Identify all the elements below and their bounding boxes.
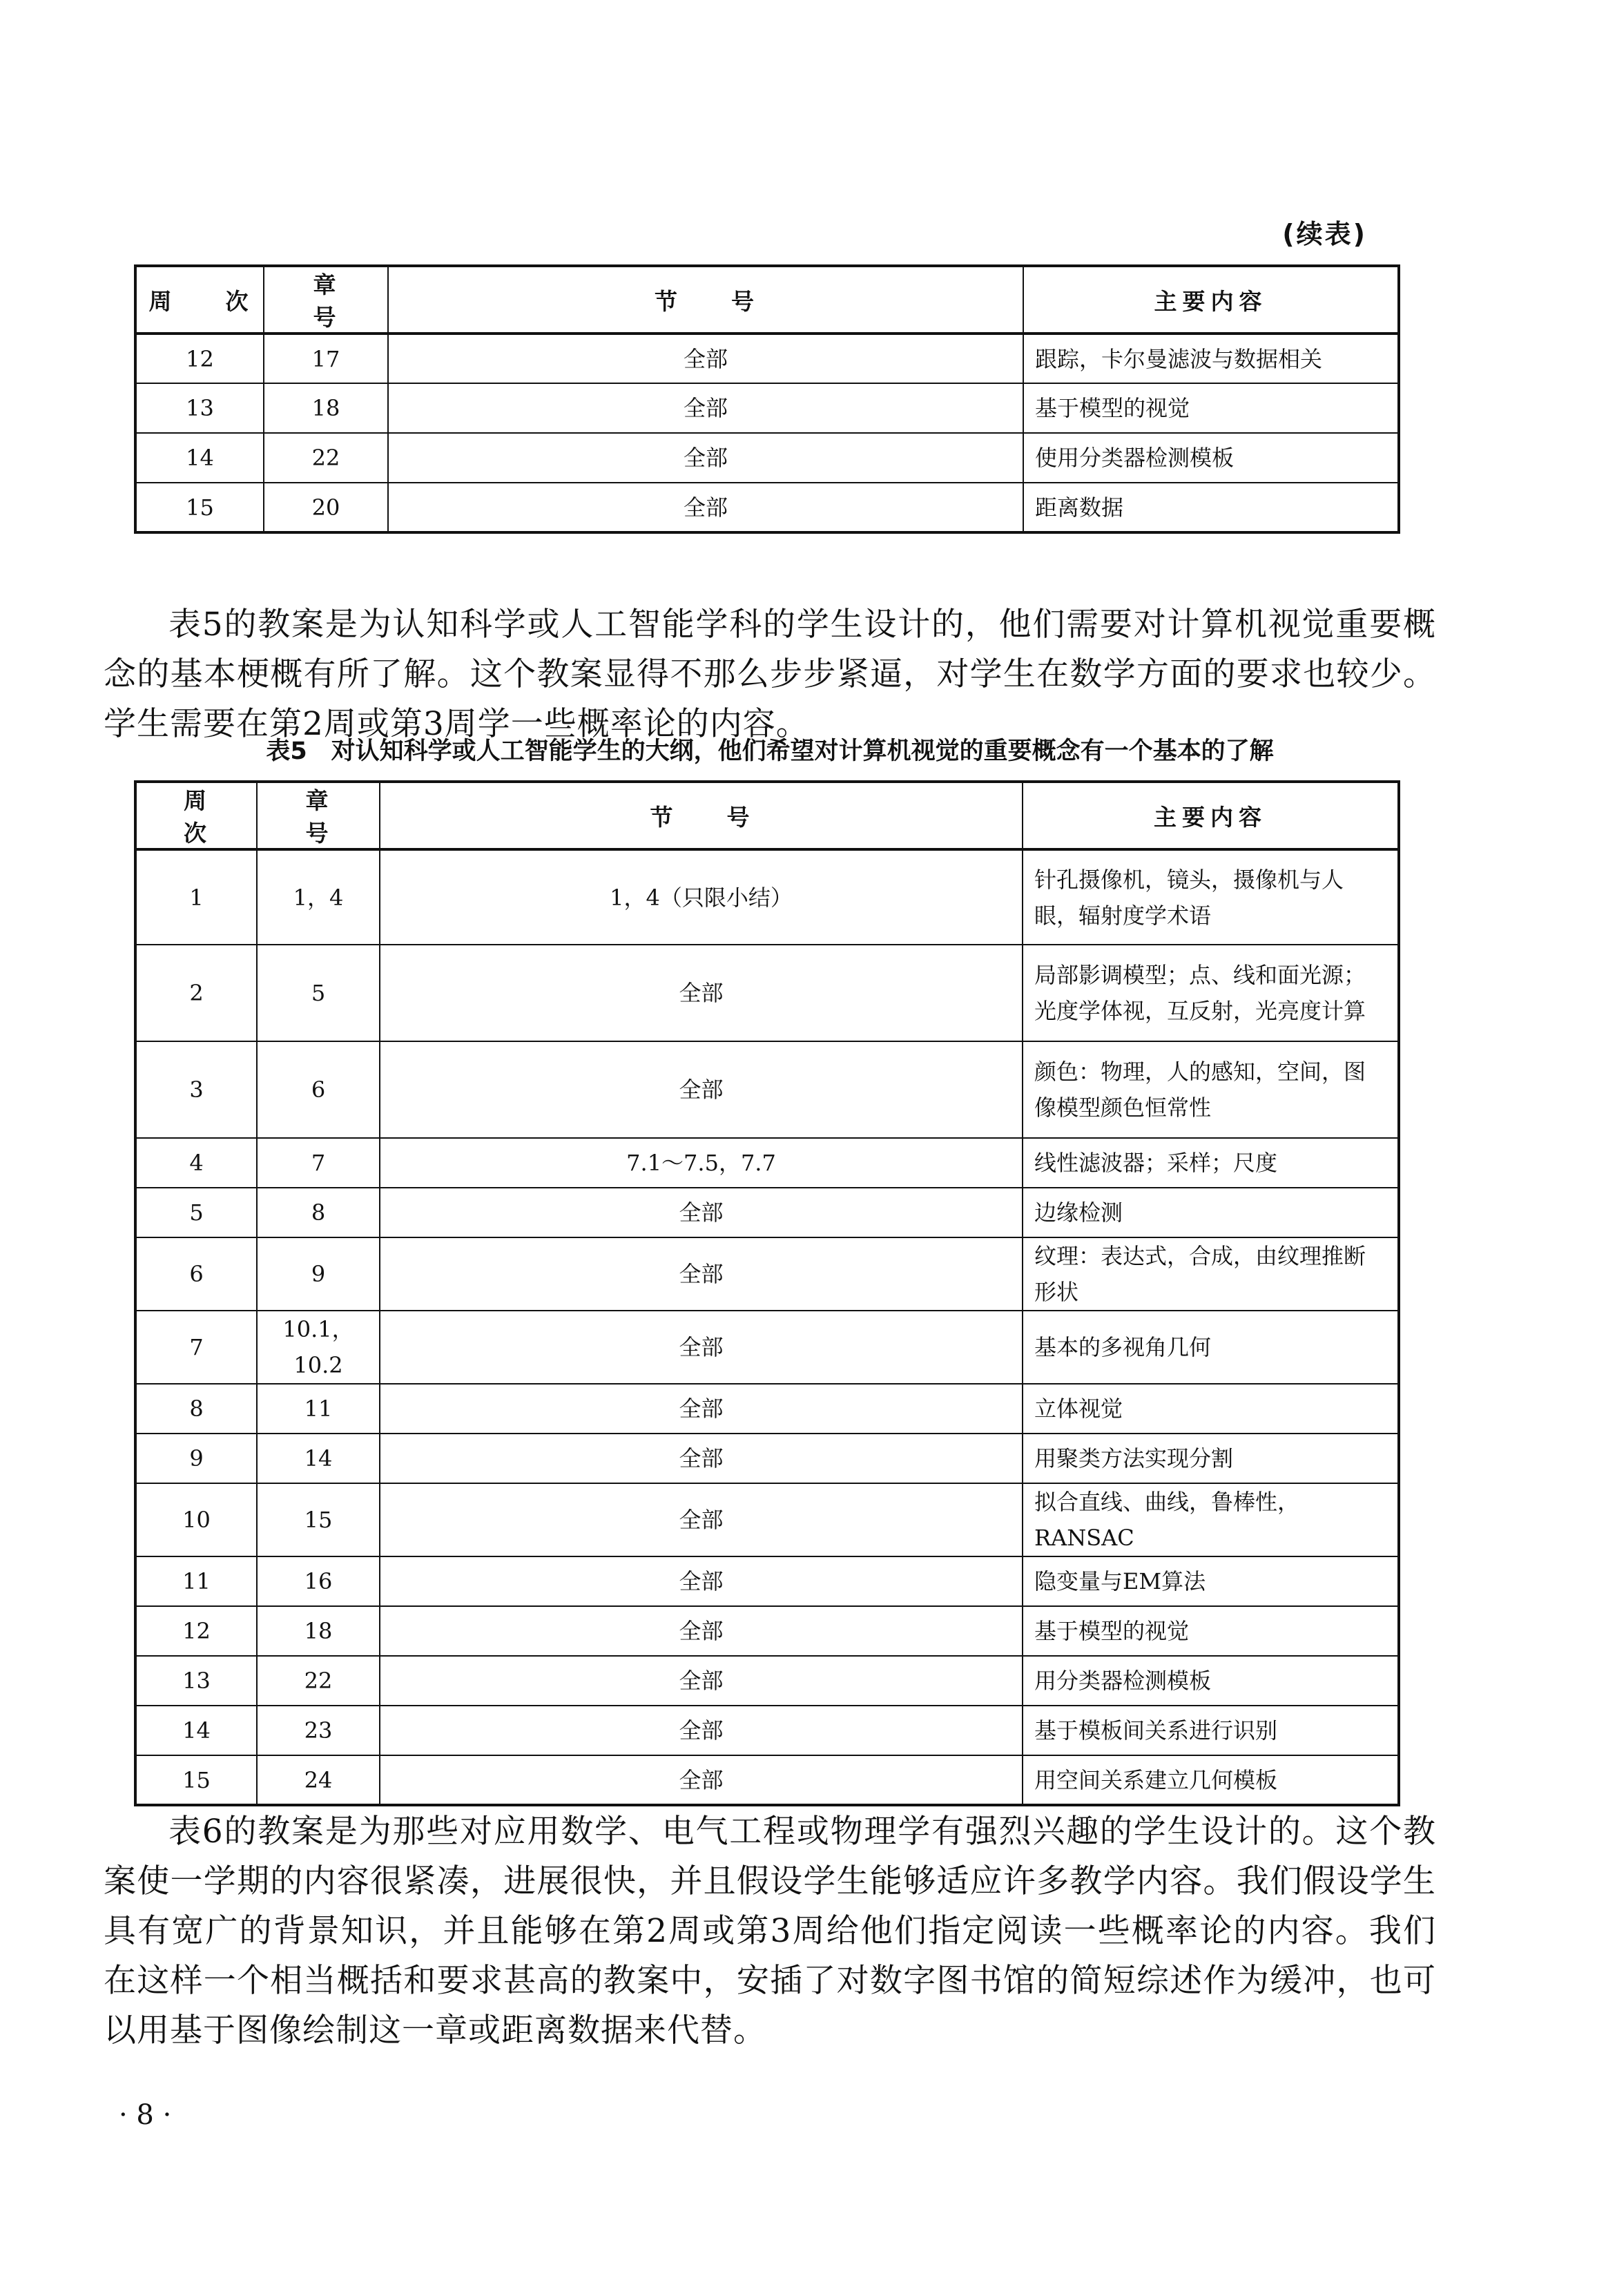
continued-syllabus-table xyxy=(134,264,1400,534)
week-cell: 5 xyxy=(135,1188,257,1237)
table-row xyxy=(135,1138,1399,1188)
week-cell: 11 xyxy=(135,1556,257,1606)
content-cell: 距离数据 xyxy=(1023,483,1399,532)
paragraph-table5-intro: 表5的教案是为认知科学或人工智能学科的学生设计的，他们需要对计算机视觉重要概念的基本梗概有所了解。这个教案显得不那么步步紧逼，对学生在数学方面的要求也较少。学生需要在第2周或第3周学一些概率论的内容。 xyxy=(104,606,1436,743)
section-cell: 全部 xyxy=(380,1311,1023,1384)
table-row xyxy=(135,383,1399,433)
section-cell: 全部 xyxy=(388,334,1023,383)
chapter-cell: 18 xyxy=(264,383,388,433)
header-section: 节 号 xyxy=(388,266,1023,334)
week-cell: 13 xyxy=(135,1656,257,1706)
content-cell: 立体视觉 xyxy=(1023,1384,1399,1434)
section-cell: 全部 xyxy=(388,483,1023,532)
week-cell: 7 xyxy=(135,1311,257,1384)
week-cell: 13 xyxy=(135,383,264,433)
section-cell: 全部 xyxy=(388,433,1023,483)
week-cell: 12 xyxy=(135,334,264,383)
section-cell: 全部 xyxy=(380,1188,1023,1237)
week-cell: 2 xyxy=(135,945,257,1041)
week-cell: 15 xyxy=(135,483,264,532)
continued-table-body xyxy=(135,334,1399,532)
header-section: 节 号 xyxy=(380,782,1023,849)
content-cell: 颜色：物理，人的感知，空间，图像模型颜色恒常性 xyxy=(1023,1041,1399,1138)
chapter-cell: 6 xyxy=(257,1041,380,1138)
chapter-cell: 5 xyxy=(257,945,380,1041)
content-cell: 隐变量与EM算法 xyxy=(1023,1556,1399,1606)
header-week: 周 次 xyxy=(135,782,257,849)
table-row xyxy=(135,433,1399,483)
content-cell: 针孔摄像机，镜头，摄像机与人眼，辐射度学术语 xyxy=(1023,849,1399,945)
content-cell: 基于模型的视觉 xyxy=(1023,1606,1399,1656)
week-cell: 9 xyxy=(135,1434,257,1483)
chapter-cell: 24 xyxy=(257,1755,380,1805)
chapter-cell: 8 xyxy=(257,1188,380,1237)
header-content: 主要内容 xyxy=(1023,782,1399,849)
header-chapter: 章 号 xyxy=(257,782,380,849)
section-cell: 全部 xyxy=(380,945,1023,1041)
table-row xyxy=(135,1384,1399,1434)
content-cell: 用分类器检测模板 xyxy=(1023,1656,1399,1706)
table-row xyxy=(135,849,1399,945)
chapter-cell: 23 xyxy=(257,1706,380,1755)
table-row xyxy=(135,1606,1399,1656)
content-cell: 使用分类器检测模板 xyxy=(1023,433,1399,483)
table-row xyxy=(135,1434,1399,1483)
content-cell: 用聚类方法实现分割 xyxy=(1023,1434,1399,1483)
table-row xyxy=(135,1188,1399,1237)
content-cell: 纹理：表达式，合成，由纹理推断形状 xyxy=(1023,1237,1399,1311)
week-cell: 8 xyxy=(135,1384,257,1434)
chapter-cell: 7 xyxy=(257,1138,380,1188)
content-cell: 基本的多视角几何 xyxy=(1023,1311,1399,1384)
table-row xyxy=(135,1755,1399,1805)
chapter-cell: 14 xyxy=(257,1434,380,1483)
table5-body xyxy=(135,849,1399,1805)
week-cell: 10 xyxy=(135,1483,257,1556)
paragraph-table6-intro: 表6的教案是为那些对应用数学、电气工程或物理学有强烈兴趣的学生设计的。这个教案使一学期的内容很紧凑，进展很快，并且假设学生能够适应许多教学内容。我们假设学生具有宽广的背景知识，并且能够在第2周或第3周给他们指定阅读一些概率论的内容。我们在这样一个相当概括和要求甚高的教案中，安插了对数字图书馆的简短综述作为缓冲，也可以用基于图像绘制这一章或距离数据来代替。 xyxy=(104,1813,1436,2049)
table-row xyxy=(135,945,1399,1041)
section-cell: 全部 xyxy=(380,1237,1023,1311)
section-cell: 1，4（只限小结） xyxy=(380,849,1023,945)
chapter-cell: 18 xyxy=(257,1606,380,1656)
chapter-cell: 17 xyxy=(264,334,388,383)
section-cell: 全部 xyxy=(380,1755,1023,1805)
chapter-cell: 11 xyxy=(257,1384,380,1434)
week-cell: 3 xyxy=(135,1041,257,1138)
content-cell: 基于模型的视觉 xyxy=(1023,383,1399,433)
header-chapter: 章 号 xyxy=(264,266,388,334)
week-cell: 15 xyxy=(135,1755,257,1805)
table-row xyxy=(135,1041,1399,1138)
table-row xyxy=(135,1706,1399,1755)
section-cell: 全部 xyxy=(380,1434,1023,1483)
content-cell: 边缘检测 xyxy=(1023,1188,1399,1237)
table-row xyxy=(135,1483,1399,1556)
table-row xyxy=(135,483,1399,532)
chapter-cell: 16 xyxy=(257,1556,380,1606)
chapter-cell: 20 xyxy=(264,483,388,532)
week-cell: 1 xyxy=(135,849,257,945)
chapter-cell: 9 xyxy=(257,1237,380,1311)
page-number: · 8 · xyxy=(119,2099,172,2131)
week-cell: 14 xyxy=(135,433,264,483)
header-content: 主要内容 xyxy=(1023,266,1399,334)
content-cell: 跟踪，卡尔曼滤波与数据相关 xyxy=(1023,334,1399,383)
section-cell: 全部 xyxy=(380,1041,1023,1138)
content-cell: 拟合直线、曲线，鲁棒性，RANSAC xyxy=(1023,1483,1399,1556)
week-cell: 12 xyxy=(135,1606,257,1656)
table-row xyxy=(135,1556,1399,1606)
week-cell: 6 xyxy=(135,1237,257,1311)
content-cell: 基于模板间关系进行识别 xyxy=(1023,1706,1399,1755)
chapter-cell: 22 xyxy=(257,1656,380,1706)
table-row xyxy=(135,1656,1399,1706)
content-cell: 局部影调模型；点、线和面光源；光度学体视，互反射，光亮度计算 xyxy=(1023,945,1399,1041)
table-row xyxy=(135,1311,1399,1384)
week-cell: 4 xyxy=(135,1138,257,1188)
table5-syllabus xyxy=(134,780,1400,1806)
content-cell: 用空间关系建立几何模板 xyxy=(1023,1755,1399,1805)
chapter-cell: 10.1，10.2 xyxy=(257,1311,380,1384)
chapter-cell: 1，4 xyxy=(257,849,380,945)
chapter-cell: 22 xyxy=(264,433,388,483)
chapter-cell: 15 xyxy=(257,1483,380,1556)
section-cell: 全部 xyxy=(380,1384,1023,1434)
section-cell: 7.1～7.5，7.7 xyxy=(380,1138,1023,1188)
table-row xyxy=(135,334,1399,383)
table5-caption: 表5 对认知科学或人工智能学生的大纲，他们希望对计算机视觉的重要概念有一个基本的了解 xyxy=(266,737,1274,765)
week-cell: 14 xyxy=(135,1706,257,1755)
section-cell: 全部 xyxy=(380,1556,1023,1606)
section-cell: 全部 xyxy=(380,1706,1023,1755)
table-row xyxy=(135,1237,1399,1311)
content-cell: 线性滤波器；采样；尺度 xyxy=(1023,1138,1399,1188)
section-cell: 全部 xyxy=(380,1483,1023,1556)
continued-table-label: (续表) xyxy=(1282,219,1367,249)
section-cell: 全部 xyxy=(380,1656,1023,1706)
header-week: 周 次 xyxy=(135,266,264,334)
section-cell: 全部 xyxy=(380,1606,1023,1656)
section-cell: 全部 xyxy=(388,383,1023,433)
